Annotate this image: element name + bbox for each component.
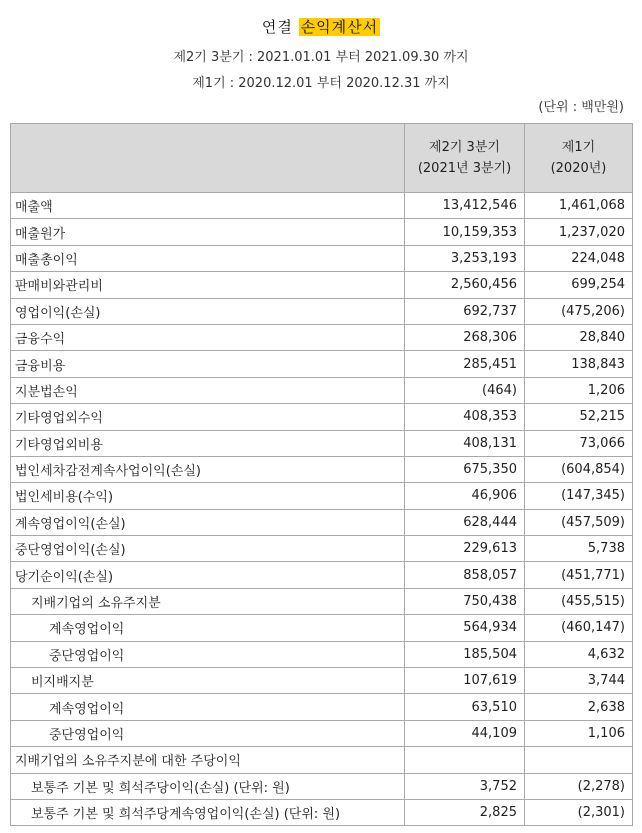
row-prior-value: 1,106 [525, 720, 633, 746]
row-current-value: 268,306 [405, 324, 525, 350]
header-prior-line1: 제1기 [561, 140, 596, 155]
row-label: 지분법손익 [11, 377, 405, 403]
row-label: 법인세비용(수익) [11, 483, 405, 509]
table-row [11, 615, 633, 641]
row-prior-value: 5,738 [525, 536, 633, 562]
period-current: 제2기 3분기 : 2021.01.01 부터 2021.09.30 까지 [173, 50, 469, 65]
row-prior-value: 224,048 [525, 245, 633, 271]
row-current-value: 564,934 [405, 615, 525, 641]
row-prior-value: 28,840 [525, 324, 633, 350]
row-prior-value: 52,215 [525, 404, 633, 430]
row-label: 금융비용 [11, 351, 405, 377]
table-row [11, 668, 633, 694]
row-current-value: 3,253,193 [405, 245, 525, 271]
row-prior-value: 2,638 [525, 694, 633, 720]
row-prior-value: 73,066 [525, 430, 633, 456]
row-current-value: 10,159,353 [405, 219, 525, 245]
row-prior-value: (451,771) [525, 562, 633, 588]
row-label: 중단영업이익(손실) [11, 536, 405, 562]
row-prior-value [525, 747, 633, 773]
row-prior-value: 4,632 [525, 641, 633, 667]
row-prior-value: (475,206) [525, 298, 633, 324]
table-row [11, 694, 633, 720]
row-label: 영업이익(손실) [11, 298, 405, 324]
row-label: 중단영업이익 [11, 720, 405, 746]
header-current-line2: (2021년 3분기) [417, 161, 512, 176]
row-current-value: 13,412,546 [405, 193, 525, 219]
row-prior-value: (604,854) [525, 456, 633, 482]
title-prefix: 연결 [261, 18, 299, 36]
row-current-value: 408,353 [405, 404, 525, 430]
row-label: 지배기업의 소유주지분 [11, 588, 405, 614]
period-prior: 제1기 : 2020.12.01 부터 2020.12.31 까지 [192, 76, 450, 91]
income-statement-table [10, 123, 633, 826]
row-prior-value: (2,301) [525, 799, 633, 825]
table-row [11, 641, 633, 667]
row-prior-value: (457,509) [525, 509, 633, 535]
row-current-value: 2,560,456 [405, 272, 525, 298]
table-row [11, 219, 633, 245]
row-prior-value: (2,278) [525, 773, 633, 799]
header-prior-line2: (2020년) [550, 161, 607, 176]
table-row [11, 324, 633, 350]
table-header-row [11, 124, 633, 193]
row-current-value: 285,451 [405, 351, 525, 377]
row-prior-value: 1,237,020 [525, 219, 633, 245]
row-label: 계속영업이익 [11, 615, 405, 641]
row-current-value: 692,737 [405, 298, 525, 324]
row-current-value: 858,057 [405, 562, 525, 588]
table-row [11, 483, 633, 509]
row-current-value [405, 747, 525, 773]
header-current-line1: 제2기 3분기 [429, 140, 500, 155]
row-label: 당기순이익(손실) [11, 562, 405, 588]
header-prior-period [525, 124, 633, 193]
table-row [11, 588, 633, 614]
table-row [11, 773, 633, 799]
table-row [11, 562, 633, 588]
table-row [11, 799, 633, 825]
row-current-value: 185,504 [405, 641, 525, 667]
title-highlight: 손익계산서 [300, 18, 379, 36]
row-label: 중단영업이익 [11, 641, 405, 667]
table-row [11, 747, 633, 773]
row-current-value: 44,109 [405, 720, 525, 746]
table-row [11, 377, 633, 403]
table-row [11, 193, 633, 219]
row-current-value: 3,752 [405, 773, 525, 799]
row-prior-value: 1,461,068 [525, 193, 633, 219]
table-row [11, 430, 633, 456]
row-prior-value: 3,744 [525, 668, 633, 694]
row-current-value: 675,350 [405, 456, 525, 482]
row-current-value: (464) [405, 377, 525, 403]
row-prior-value: 699,254 [525, 272, 633, 298]
row-label: 계속영업이익 [11, 694, 405, 720]
row-label: 금융수익 [11, 324, 405, 350]
row-prior-value: 1,206 [525, 377, 633, 403]
row-prior-value: 138,843 [525, 351, 633, 377]
table-row [11, 272, 633, 298]
row-label: 계속영업이익(손실) [11, 509, 405, 535]
table-row [11, 298, 633, 324]
row-label: 판매비와관리비 [11, 272, 405, 298]
row-label: 보통주 기본 및 희석주당계속영업이익(손실) (단위: 원) [11, 799, 405, 825]
row-prior-value: (455,515) [525, 588, 633, 614]
row-label: 비지배지분 [11, 668, 405, 694]
row-current-value: 2,825 [405, 799, 525, 825]
table-row [11, 536, 633, 562]
table-row [11, 720, 633, 746]
row-prior-value: (147,345) [525, 483, 633, 509]
row-current-value: 63,510 [405, 694, 525, 720]
row-label: 보통주 기본 및 희석주당이익(손실) (단위: 원) [11, 773, 405, 799]
table-row [11, 351, 633, 377]
table-row [11, 245, 633, 271]
row-label: 법인세차감전계속사업이익(손실) [11, 456, 405, 482]
row-label: 기타영업외수익 [11, 404, 405, 430]
row-current-value: 107,619 [405, 668, 525, 694]
row-current-value: 229,613 [405, 536, 525, 562]
row-label: 기타영업외비용 [11, 430, 405, 456]
statement-title [0, 16, 642, 37]
table-row [11, 404, 633, 430]
row-current-value: 628,444 [405, 509, 525, 535]
row-current-value: 46,906 [405, 483, 525, 509]
table-row [11, 509, 633, 535]
row-current-value: 408,131 [405, 430, 525, 456]
row-label: 매출액 [11, 193, 405, 219]
row-label: 지배기업의 소유주지분에 대한 주당이익 [11, 747, 405, 773]
row-label: 매출총이익 [11, 245, 405, 271]
row-current-value: 750,438 [405, 588, 525, 614]
table-row [11, 456, 633, 482]
row-label: 매출원가 [11, 219, 405, 245]
header-current-period [405, 124, 525, 193]
row-prior-value: (460,147) [525, 615, 633, 641]
unit-label: (단위 : 백만원) [538, 100, 624, 115]
header-label-cell [11, 124, 405, 193]
